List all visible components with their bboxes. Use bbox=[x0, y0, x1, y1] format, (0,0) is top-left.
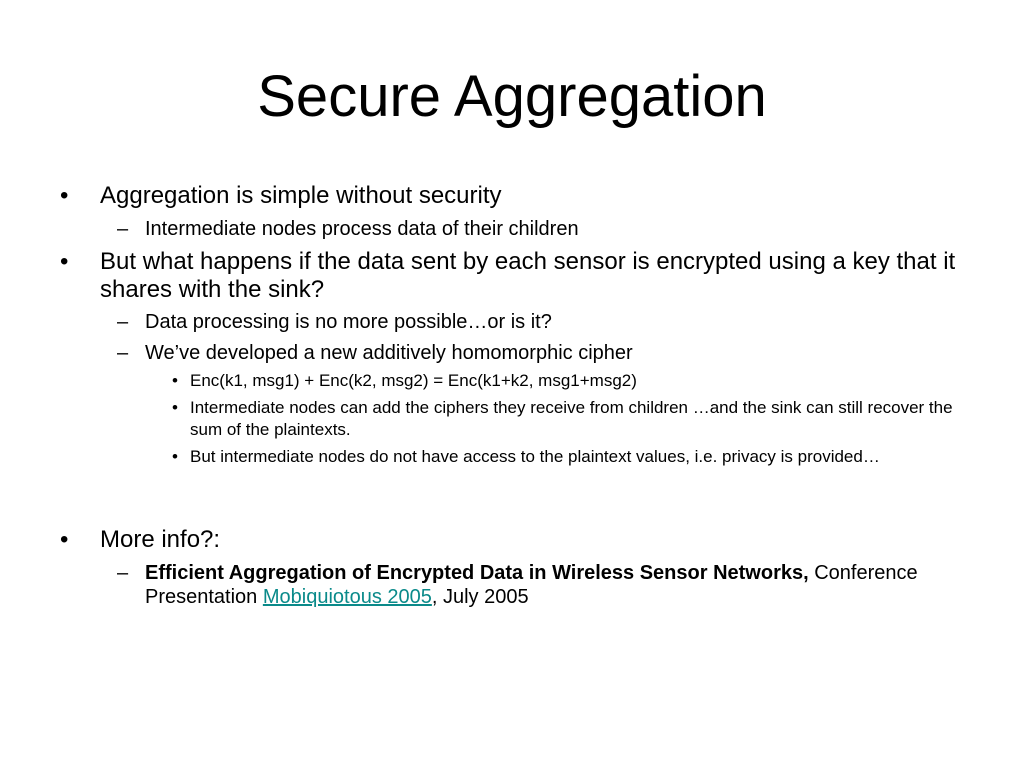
sub-data-processing: Data processing is no more possible…or is it? bbox=[145, 311, 552, 333]
sub-intermediate-nodes: Intermediate nodes process data of their children bbox=[145, 218, 579, 240]
dash-marker: – bbox=[117, 562, 129, 584]
reference-text-1: Conference Presentation bbox=[145, 562, 918, 608]
dash-marker: – bbox=[117, 218, 129, 240]
bullet-encrypted-question: But what happens if the data sent by each sensor is encrypted using a key that it shares with the sink? bbox=[100, 248, 956, 303]
sub-homomorphic-cipher: We’ve developed a new additively homomorphic cipher bbox=[145, 342, 633, 364]
small-bullet-marker: • bbox=[172, 398, 178, 417]
sub-reference bbox=[145, 561, 925, 609]
bullet-more-info: More info?: bbox=[100, 526, 221, 553]
reference-title: Efficient Aggregation of Encrypted Data in Wireless Sensor Networks, bbox=[145, 562, 809, 584]
bullet-marker: • bbox=[60, 526, 69, 553]
reference-text-2: , July 2005 bbox=[431, 586, 529, 608]
small-bullet-marker: • bbox=[172, 447, 178, 466]
bullet-aggregation-simple: Aggregation is simple without security bbox=[100, 182, 502, 209]
small-bullet-marker: • bbox=[172, 371, 178, 390]
dash-marker: – bbox=[117, 342, 129, 364]
mobiquitous-link[interactable]: Mobiquiotous 2005 bbox=[262, 586, 432, 608]
subsub-enc-formula: Enc(k1, msg1) + Enc(k2, msg2) = Enc(k1+k2, msg1+msg2) bbox=[190, 371, 637, 390]
subsub-add-ciphers: Intermediate nodes can add the ciphers they receive from children …and the sink can still recover the sum of the plaintexts. bbox=[190, 398, 953, 439]
bullet-marker: • bbox=[60, 248, 69, 275]
bullet-marker: • bbox=[60, 182, 69, 209]
slide-title: Secure Aggregation bbox=[257, 64, 767, 129]
subsub-privacy: But intermediate nodes do not have access to the plaintext values, i.e. privacy is provided… bbox=[190, 447, 880, 466]
dash-marker: – bbox=[117, 311, 129, 333]
